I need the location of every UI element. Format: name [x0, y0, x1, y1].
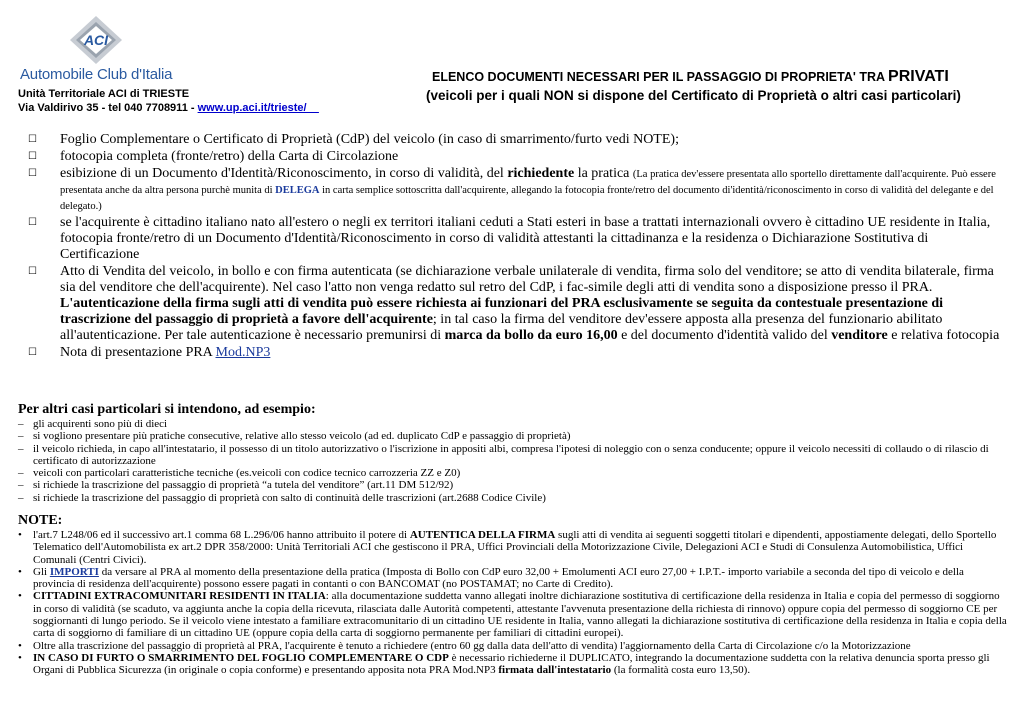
title-privati: PRIVATI: [888, 68, 949, 85]
list-item: • Gli IMPORTI da versare al PRA al momento della presentazione della pratica (Imposta di Bollo con CdP euro 32,00 + Emolumenti ACI euro 27,00 + I.P.T.- importo variabile a seconda del tipo di veicolo e della provincia di residenza dell'acquirente) possono essere pagati in contanti o con BANCOMAT (no POSTAMAT; no Carte di Credito).: [18, 565, 964, 591]
list-item: • Oltre alla trascrizione del passaggio di proprietà al PRA, l'acquirente è tenuto a richiedere (entro 60 gg dalla data dell'atto di vendita) l'aggiornamento della Carta di Circolazione c/o la Motorizzazione: [18, 639, 911, 652]
bullet-icon: •: [18, 639, 22, 652]
dash-icon: –: [18, 418, 24, 430]
checkbox-icon: ☐: [28, 168, 37, 179]
mod-np3-link[interactable]: Mod.NP3: [215, 345, 271, 360]
checkbox-icon: ☐: [28, 217, 37, 228]
list-item: – si richiede la trascrizione del passaggio di proprietà “a tutela del venditore” (art.11 DM 512/92): [18, 479, 454, 492]
checkbox-icon: ☐: [28, 151, 37, 162]
list-item: ☐ esibizione di un Documento d'Identità/Riconoscimento, in corso di validità, del richiedente la pratica (La pratica dev'essere presentata allo sportello direttamente dall'acquirente. Può essere presentata anche da altra persona purchè munita di DELEGA in carta semplice sottoscritta dall'acquirente, allegando la fotocopia fronte/retro del documento di'identità/riconoscimento in corso di validità del delegante e del delegato.): [28, 166, 996, 212]
address: Via Valdirivo 35 - tel 040 7708911 - www.up.aci.it/trieste/__: [18, 102, 319, 114]
checkbox-icon: ☐: [28, 347, 37, 358]
list-item: – si richiede la trascrizione del passaggio di proprietà con salto di continuità delle trascrizioni (art.2688 Codice Civile): [18, 491, 546, 504]
svg-text:ACI: ACI: [83, 32, 109, 48]
list-item: – gli acquirenti sono più di dieci: [18, 418, 168, 430]
bullet-icon: •: [18, 651, 22, 664]
unit-name: Unità Territoriale ACI di TRIESTE: [18, 88, 190, 100]
list-item: ☐ Foglio Complementare o Certificato di Proprietà (CdP) del veicolo (in caso di smarrimento/furto vedi NOTE);: [28, 132, 679, 147]
list-item: • l'art.7 L248/06 ed il successivo art.1 comma 68 L.296/06 hanno attribuito il potere di AUTENTICA DELLA FIRMA sugli atti di vendita ai seguenti soggetti titolari e dipendenti, appostiamente delegati, dello Sportello Telematico dell'Automobilista ex art.2 DPR 358/2000: Unità Territoriali ACI che gestiscono il PRA, Uffici Provinciali della Motorizzazione Civile, Delegazioni ACI e Studi di Consulenza Automobilistica, Uffici Comunali (Centri Civici).: [18, 529, 997, 566]
dash-icon: –: [18, 442, 24, 455]
bullet-icon: •: [18, 590, 22, 603]
club-name: Automobile Club d'Italia: [20, 66, 173, 83]
website-link[interactable]: www.up.aci.it/trieste/__: [197, 102, 319, 114]
checkbox-icon: ☐: [28, 134, 37, 145]
list-item: ☐ Nota di presentazione PRA Mod.NP3: [28, 345, 271, 360]
dash-icon: –: [18, 430, 24, 443]
cases-list: [18, 418, 1008, 504]
bullet-icon: •: [18, 529, 22, 541]
list-item: • IN CASO DI FURTO O SMARRIMENTO DEL FOGLIO COMPLEMENTARE O CDP è necessario richiederne il DUPLICATO, integrando la documentazione suddetta con la relativa denuncia sporta presso gli Organi di Pubblica Sicurezza (in originale o copia conforme) e presentando apposita nota PRA Mod.NP3 firmata dall'intestatario (la formalità costa euro 13,50).: [18, 651, 990, 677]
page-title: ELENCO DOCUMENTI NECESSARI PER IL PASSAGGIO DI PROPRIETA' TRA PRIVATI: [432, 68, 949, 85]
checkbox-icon: ☐: [28, 266, 37, 277]
dash-icon: –: [18, 467, 24, 480]
notes-title: NOTE:: [18, 513, 63, 528]
list-item: ☐ Atto di Vendita del veicolo, in bollo e con firma autenticata (se dichiarazione verbale unilaterale di vendita, firma solo del venditore; se atto di vendita bilaterale, firma sia del venditore che dell'acquirente). Nel caso l'atto non venga redatto sul retro del CdP, i fac-simile degli atti di vendita sono a disposizione presso il PRA. L'autenticazione della firma sugli atti di vendita può essere richiesta ai funzionari del PRA esclusivamente se seguita da contestuale presentazione di trascrizione del passaggio di proprietà a favore dell'acquirente; in tal caso la firma del venditore dev'essere apposta alla presenza del funzionario abilitato all'autenticazione. Per tale autenticazione è necessario premunirsi di marca da bollo da euro 16,00 e del documento d'identità valido del venditore e relativa fotocopia: [28, 264, 1000, 343]
dash-icon: –: [18, 479, 24, 492]
page-subtitle: (veicoli per i quali NON si dispone del Certificato di Proprietà o altri casi particolari): [426, 88, 961, 103]
list-item: – il veicolo richieda, in capo all'intestatario, il possesso di un titolo autorizzativo o l'iscrizione in appositi albi, compresa l'ipotesi di noleggio con o senza conducente; oppure il veicolo necessiti di collaudo o di rilascio di certificato di autorizzazione: [18, 442, 989, 467]
aci-logo-icon: [66, 14, 126, 66]
list-item: – si vogliono presentare più pratiche consecutive, relative allo stesso veicolo (ad ed. duplicato CdP e passaggio di proprietà): [18, 430, 571, 443]
list-item: ☐ se l'acquirente è cittadino italiano nato all'estero o negli ex territori italiani ceduti a Stati esteri in base a trattati internazionali ovvero è cittadino UE residente in Italia, fotocopia fronte/retro di un Documento d'Identità/Riconoscimento in corso di validità attestanti la cittadinanza e la residenza o Dichiarazione Sostitutiva di Certificazione: [28, 215, 991, 262]
cases-title: Per altri casi particolari si intendono, ad esempio:: [18, 402, 316, 417]
list-item: • CITTADINI EXTRACOMUNITARI RESIDENTI IN ITALIA: alla documentazione suddetta vanno allegati inoltre dichiarazione sostitutiva di certificazione della residenza in Italia e copia del permesso di soggiorno in corso di validità (se scaduto, va aggiunta anche la copia della ricevuta, rilasciata dalle Autorità competenti, attestante l'avvenuta presentazione della richiesta di rinnovo) oppure copia del permesso di soggiorno CE per soggiornanti di lungo periodo. Se il veicolo viene intestato a familiare extracomunitario di un cittadino UE residente in Italia, vanno allegati la dichiarazione sostitutiva di certificazione della residenza in Italia e copia della carta di soggiorno di familiare di un cittadino UE (oppure copia della carta di soggiorno permanente per familiari di cittadini europei).: [18, 590, 1007, 640]
bullet-icon: •: [18, 565, 22, 578]
dash-icon: –: [18, 491, 24, 504]
importi-link[interactable]: IMPORTI: [49, 565, 99, 578]
list-item: – veicoli con particolari caratteristiche tecniche (es.veicoli con codice tecnico carrozzeria ZZ e Z0): [18, 467, 461, 480]
notes-list: [18, 529, 1008, 677]
list-item: ☐ fotocopia completa (fronte/retro) della Carta di Circolazione: [28, 149, 399, 164]
documents-list: [28, 132, 1004, 362]
